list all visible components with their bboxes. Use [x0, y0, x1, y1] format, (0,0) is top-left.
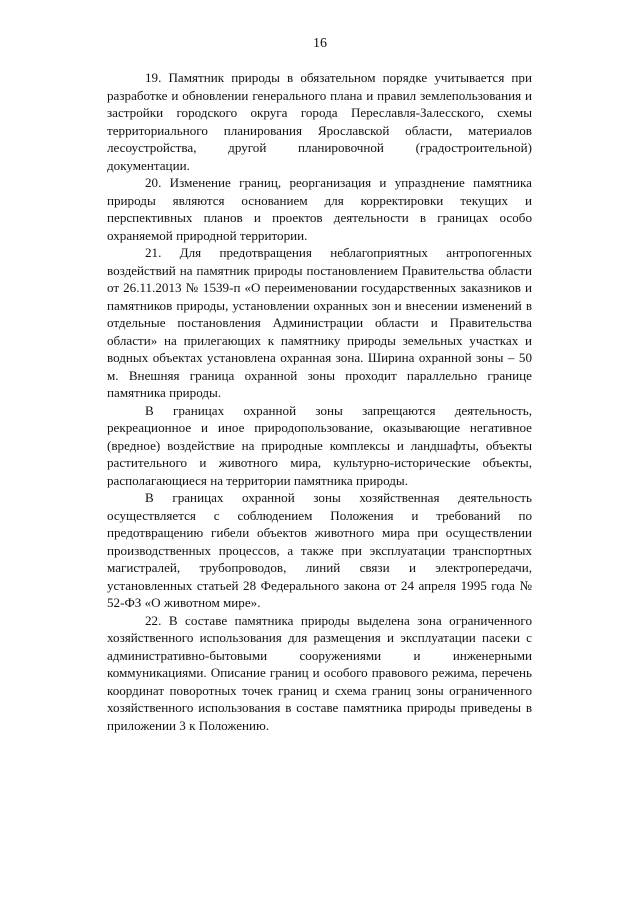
- paragraph-21: 21. Для предотвращения неблагоприятных антропогенных воздействий на памятник природы постановлением Правительства области от 26.11.2013 № 1539-п «О переименовании государственных заказников и памятников природы, установлении охранных зон и внесении изменений в отдельные постановления Администрации области и Правительства области» на прилегающих к памятнику природы земельных участках и водных объектах установлена охранная зона. Ширина охранной зоны – 50 м. Внешняя граница охранной зоны проходит параллельно границе памятника природы.: [107, 245, 532, 400]
- page-number: 16: [313, 36, 327, 51]
- paragraph-21-prohibitions: В границах охранной зоны запрещаются деятельность, рекреационное и иное природопользование, оказывающие негативное (вредное) воздействие на природные комплексы и ландшафты, объекты растительного и животного мира, культурно-исторические объекты, располагающиеся на территории памятника природы.: [107, 402, 532, 488]
- paragraph-21-economic-activity: В границах охранной зоны хозяйственная деятельность осуществляется с соблюдением Положения и требований по предотвращению гибели объектов животного мира при осуществлении производственных процессов, а также при эксплуатации транспортных магистралей, трубопроводов, линий связи и электропередачи, установленных статьей 28 Федерального закона от 24 апреля 1995 года № 52-ФЗ «О животном мире».: [107, 490, 532, 610]
- paragraph-22: 22. В составе памятника природы выделена зона ограниченного хозяйственного использования для размещения и эксплуатации пасеки с административно-бытовыми сооружениями и инженерными коммуникациями. Описание границ и особого правового режима, перечень координат поворотных точек границ и схема границ зоны ограниченного хозяйственного использования в составе памятника природы приведены в приложении 3 к Положению.: [107, 612, 532, 733]
- paragraph-20: 20. Изменение границ, реорганизация и упразднение памятника природы являются основанием для корректировки текущих и перспективных планов и проектов деятельности в границах особо охраняемой природной территории.: [107, 175, 532, 243]
- document-body: [107, 69, 532, 734]
- paragraph-19: 19. Памятник природы в обязательном порядке учитывается при разработке и обновлении генерального плана и правил землепользования и застройки городского округа города Переславля-Залесского, схемы территориального планирования Ярославской области, материалов лесоустройства, другой планировочной (градостроительной) документации.: [107, 70, 532, 173]
